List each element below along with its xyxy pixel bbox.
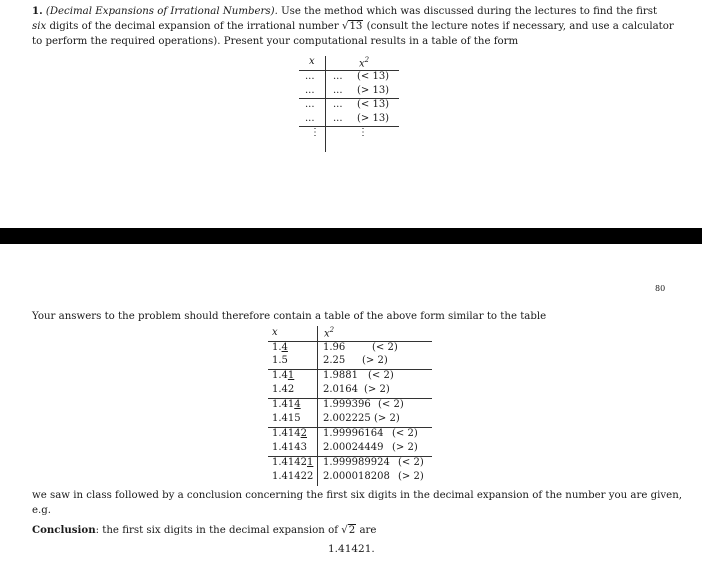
form-row-sq: ... <box>333 85 343 96</box>
example-cmp: (< 2) <box>392 428 418 439</box>
example-sq: 1.9881 <box>323 370 358 381</box>
example-sq: 1.96 <box>323 342 346 353</box>
problem-line2-text: digits of the decimal expansion of the irrational number <box>46 21 342 32</box>
example-x: 1.4 <box>272 342 288 353</box>
example-x: 1.4142 <box>272 428 308 439</box>
example-sq: 2.000018208 <box>323 471 390 482</box>
example-cmp: (< 2) <box>378 399 404 410</box>
conclusion-text-2: are <box>356 525 377 536</box>
form-table <box>295 56 405 152</box>
example-cmp: (> 2) <box>374 413 400 424</box>
example-sq: 2.002225 <box>323 413 371 424</box>
example-x: 1.42 <box>272 384 295 395</box>
example-cmp: (> 2) <box>398 471 424 482</box>
example-x: 1.41422 <box>272 471 314 482</box>
sqrt-2: √2 <box>341 525 356 536</box>
form-row-x: ... <box>305 113 315 124</box>
example-sq: 2.25 <box>323 355 346 366</box>
example-x: 1.5 <box>272 355 288 366</box>
form-row-x: ... <box>305 99 315 110</box>
form-row-sq: ... <box>333 71 343 82</box>
conclusion-text: : the first six digits in the decimal expansion of <box>95 525 342 536</box>
form-row-x: ... <box>305 85 315 96</box>
example-sq: 2.0164 <box>323 384 358 395</box>
form-vdots-x: ⋮ <box>310 127 320 138</box>
example-x: 1.4143 <box>272 442 307 453</box>
problem-line-2 <box>32 19 672 34</box>
conclusion-value: 1.41421. <box>328 543 375 555</box>
problem-six: six <box>32 21 47 32</box>
form-row-sq: ... <box>333 99 343 110</box>
page-number: 80 <box>655 284 666 293</box>
example-header-rule <box>268 341 432 342</box>
example-cmp: (> 2) <box>362 355 388 366</box>
problem-number: 1. <box>32 5 43 17</box>
example-divider <box>317 326 318 486</box>
problem-line2-text-2: (consult the lecture notes if necessary, and use a calculator <box>363 21 674 32</box>
form-row-cmp: (> 13) <box>357 113 390 124</box>
form-col1-header: x <box>309 56 315 67</box>
problem-title: (Decimal Expansions of Irrational Numbers). <box>45 6 278 17</box>
conclusion-label: Conclusion <box>32 524 96 536</box>
form-vdots-sq: ⋮ <box>358 127 368 138</box>
example-x: 1.415 <box>272 413 301 424</box>
form-row-cmp: (< 13) <box>357 71 390 82</box>
example-x: 1.414 <box>272 399 301 410</box>
form-row-x: ... <box>305 71 315 82</box>
followup-line-2: e.g. <box>32 505 52 516</box>
conclusion-line <box>32 523 672 538</box>
intro-text: Your answers to the problem should therefore contain a table of the above form similar to the table <box>32 311 547 322</box>
example-cmp: (< 2) <box>372 342 398 353</box>
followup-line-1: we saw in class followed by a conclusion concerning the first six digits in the decimal expansion of the number you are given, <box>32 490 682 501</box>
form-row-cmp: (> 13) <box>357 85 390 96</box>
example-x: 1.41421 <box>272 457 314 468</box>
form-row-sq: ... <box>333 113 343 124</box>
example-sq: 2.00024449 <box>323 442 384 453</box>
example-sq: 1.99996164 <box>323 428 384 439</box>
form-col2-header: $x^2$ <box>359 56 370 70</box>
example-col1-header: x <box>272 327 278 338</box>
page-break-band <box>0 228 702 244</box>
example-cmp: (> 2) <box>392 442 418 453</box>
problem-line-3: to perform the required operations). Present your computational results in a table of the form <box>32 36 519 47</box>
example-sq: 1.999396 <box>323 399 371 410</box>
sqrt-13: √13 <box>341 21 363 32</box>
example-cmp: (< 2) <box>398 457 424 468</box>
problem-line-1 <box>32 4 672 19</box>
problem-line1-text: Use the method which was discussed during the lectures to find the first <box>277 6 658 17</box>
example-sq: 1.999989924 <box>323 457 390 468</box>
form-row-cmp: (< 13) <box>357 99 390 110</box>
example-cmp: (< 2) <box>368 370 394 381</box>
example-col2-header: $x^2$ <box>324 326 335 340</box>
example-x: 1.41 <box>272 370 295 381</box>
example-cmp: (> 2) <box>364 384 390 395</box>
example-table <box>266 326 436 486</box>
